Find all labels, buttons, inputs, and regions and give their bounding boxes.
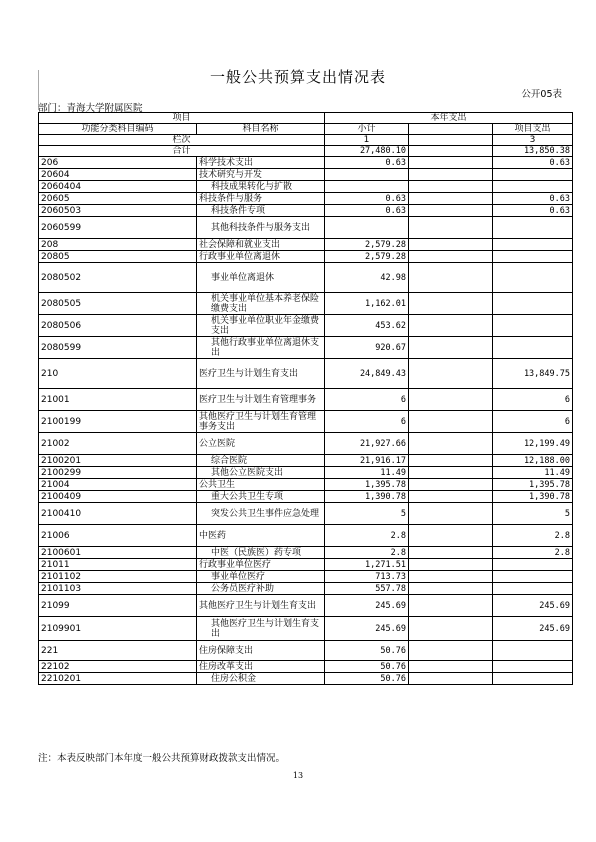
- row-code: 2210201: [39, 673, 197, 685]
- row-project: 2.8: [493, 547, 573, 559]
- table-row: [39, 239, 573, 251]
- row-code: 208: [39, 239, 197, 251]
- row-code: 2100601: [39, 547, 197, 559]
- row-subject-name: 住房公积金: [197, 673, 325, 685]
- row-code: 20604: [39, 169, 197, 181]
- table-row: [39, 547, 573, 559]
- row-project: 12,199.49: [493, 433, 573, 455]
- table-row: [39, 263, 573, 293]
- row-subtotal: 42.98: [325, 263, 409, 293]
- row-subject-name: 其他医疗卫生与计划生育支出: [197, 595, 325, 617]
- row-subject-name: 突发公共卫生事件应急处理: [197, 503, 325, 525]
- row-subject-name: 技术研究与开发: [197, 169, 325, 181]
- total-project: 13,850.38: [493, 146, 573, 157]
- row-project: 1,395.78: [493, 479, 573, 491]
- row-subtotal: 2.8: [325, 547, 409, 559]
- row-project: [493, 239, 573, 251]
- row-basic: [409, 157, 493, 169]
- header-subject-name: 科目名称: [197, 124, 325, 135]
- table-note: 注：本表反映部门本年度一般公共预算财政拨款支出情况。: [38, 753, 286, 764]
- row-subject-name: 其他公立医院支出: [197, 467, 325, 479]
- row-project: 1,390.78: [493, 491, 573, 503]
- row-basic: [409, 547, 493, 559]
- row-subject-name: 其他行政事业单位离退休支出: [197, 337, 325, 359]
- row-code: 2080506: [39, 315, 197, 337]
- row-project: [493, 217, 573, 239]
- row-basic: [409, 337, 493, 359]
- header-col2: [409, 135, 493, 146]
- department-label: 部门：青海大学附属医院: [38, 103, 143, 114]
- row-code: 2080502: [39, 263, 197, 293]
- row-basic: [409, 193, 493, 205]
- row-subject-name: 事业单位离退休: [197, 263, 325, 293]
- table-row: [39, 169, 573, 181]
- row-basic: [409, 503, 493, 525]
- row-project: [493, 337, 573, 359]
- table-row: [39, 293, 573, 315]
- row-subject-name: 行政事业单位医疗: [197, 559, 325, 571]
- row-subject-name: 事业单位医疗: [197, 571, 325, 583]
- row-code: 20805: [39, 251, 197, 263]
- row-project: 6: [493, 411, 573, 433]
- row-subtotal: 2.8: [325, 525, 409, 547]
- table-row: [39, 583, 573, 595]
- row-project: 245.69: [493, 617, 573, 641]
- row-basic: [409, 595, 493, 617]
- row-code: 2080505: [39, 293, 197, 315]
- header-item: 项目: [39, 113, 325, 124]
- table-row: [39, 503, 573, 525]
- row-basic: [409, 641, 493, 661]
- row-subtotal: 557.78: [325, 583, 409, 595]
- table-row: [39, 337, 573, 359]
- row-basic: [409, 359, 493, 389]
- row-code: 2101102: [39, 571, 197, 583]
- row-subtotal: 1,395.78: [325, 479, 409, 491]
- row-basic: [409, 661, 493, 673]
- row-project: [493, 571, 573, 583]
- row-project: [493, 169, 573, 181]
- row-subject-name: 行政事业单位离退休: [197, 251, 325, 263]
- header-row-2: [39, 124, 573, 135]
- page-number: 13: [292, 771, 304, 780]
- form-code: 公开05表: [521, 89, 562, 100]
- row-subtotal: [325, 169, 409, 181]
- row-basic: [409, 583, 493, 595]
- row-subtotal: 920.67: [325, 337, 409, 359]
- row-project: [493, 661, 573, 673]
- row-basic: [409, 491, 493, 503]
- total-label: 合计: [39, 146, 325, 157]
- expenditure-table: [38, 112, 573, 685]
- row-subtotal: 1,390.78: [325, 491, 409, 503]
- row-basic: [409, 181, 493, 193]
- header-row-1: [39, 113, 573, 124]
- row-code: 21002: [39, 433, 197, 455]
- row-code: 2060404: [39, 181, 197, 193]
- row-code: 21011: [39, 559, 197, 571]
- row-code: 20605: [39, 193, 197, 205]
- row-basic: [409, 169, 493, 181]
- table-row: [39, 455, 573, 467]
- table-row: [39, 217, 573, 239]
- table-row: [39, 411, 573, 433]
- row-project: [493, 251, 573, 263]
- row-subtotal: [325, 217, 409, 239]
- row-code: 2100409: [39, 491, 197, 503]
- row-project: 6: [493, 389, 573, 411]
- row-basic: [409, 559, 493, 571]
- row-subtotal: 21,927.66: [325, 433, 409, 455]
- table-row: [39, 359, 573, 389]
- row-project: [493, 181, 573, 193]
- row-basic: [409, 263, 493, 293]
- table-row: [39, 433, 573, 455]
- row-project: [493, 315, 573, 337]
- row-subject-name: 重大公共卫生专项: [197, 491, 325, 503]
- row-subject-name: 中医（民族医）药专项: [197, 547, 325, 559]
- row-project: [493, 641, 573, 661]
- table-row: [39, 181, 573, 193]
- row-subtotal: 5: [325, 503, 409, 525]
- row-subject-name: 其他医疗卫生与计划生育管理事务支出: [197, 411, 325, 433]
- row-code: 2060599: [39, 217, 197, 239]
- row-subject-name: 医疗卫生与计划生育管理事务: [197, 389, 325, 411]
- row-subject-name: 公立医院: [197, 433, 325, 455]
- row-basic: [409, 315, 493, 337]
- row-project: 5: [493, 503, 573, 525]
- row-code: 2109901: [39, 617, 197, 641]
- page-title: 一般公共预算支出情况表: [209, 68, 386, 86]
- row-subtotal: 6: [325, 411, 409, 433]
- row-subject-name: 住房改革支出: [197, 661, 325, 673]
- row-basic: [409, 467, 493, 479]
- row-subtotal: 24,849.43: [325, 359, 409, 389]
- row-subtotal: 0.63: [325, 205, 409, 217]
- total-subtotal: 27,480.10: [325, 146, 409, 157]
- row-basic: [409, 571, 493, 583]
- row-subtotal: 245.69: [325, 617, 409, 641]
- row-subtotal: 50.76: [325, 661, 409, 673]
- table-row: [39, 641, 573, 661]
- row-subject-name: 其他医疗卫生与计划生育支出: [197, 617, 325, 641]
- table-row: [39, 571, 573, 583]
- table-row: [39, 673, 573, 685]
- row-basic: [409, 525, 493, 547]
- row-project: [493, 263, 573, 293]
- row-subtotal: 0.63: [325, 193, 409, 205]
- row-subtotal: 50.76: [325, 673, 409, 685]
- row-subject-name: 机关事业单位基本养老保险缴费支出: [197, 293, 325, 315]
- header-current-year: 本年支出: [325, 113, 573, 124]
- row-basic: [409, 217, 493, 239]
- row-subject-name: 公务员医疗补助: [197, 583, 325, 595]
- row-basic: [409, 617, 493, 641]
- row-code: 221: [39, 641, 197, 661]
- row-code: 2101103: [39, 583, 197, 595]
- row-code: 2100201: [39, 455, 197, 467]
- row-subject-name: 中医药: [197, 525, 325, 547]
- row-basic: [409, 205, 493, 217]
- table-row: [39, 617, 573, 641]
- table-row: [39, 559, 573, 571]
- row-subject-name: 其他科技条件与服务支出: [197, 217, 325, 239]
- header-project: 项目支出: [493, 124, 573, 135]
- row-subtotal: 453.62: [325, 315, 409, 337]
- row-subtotal: 21,916.17: [325, 455, 409, 467]
- row-subtotal: 11.49: [325, 467, 409, 479]
- row-project: 13,849.75: [493, 359, 573, 389]
- row-basic: [409, 389, 493, 411]
- table-row: [39, 251, 573, 263]
- row-basic: [409, 293, 493, 315]
- row-basic: [409, 411, 493, 433]
- row-code: 2080599: [39, 337, 197, 359]
- table-row: [39, 525, 573, 547]
- row-code: 21006: [39, 525, 197, 547]
- table-row: [39, 315, 573, 337]
- row-code: 2100299: [39, 467, 197, 479]
- row-basic: [409, 455, 493, 467]
- header-row-3: [39, 135, 573, 146]
- header-subtotal: 小计: [325, 124, 409, 135]
- row-project: [493, 293, 573, 315]
- row-subject-name: 医疗卫生与计划生育支出: [197, 359, 325, 389]
- row-subject-name: 公共卫生: [197, 479, 325, 491]
- header-col-label: 栏次: [39, 135, 325, 146]
- row-subtotal: 245.69: [325, 595, 409, 617]
- row-code: 21099: [39, 595, 197, 617]
- row-subject-name: 科学技术支出: [197, 157, 325, 169]
- table-row: [39, 193, 573, 205]
- row-subject-name: 科技条件与服务: [197, 193, 325, 205]
- table-row: [39, 479, 573, 491]
- total-row: [39, 146, 573, 157]
- row-project: 0.63: [493, 157, 573, 169]
- row-basic: [409, 239, 493, 251]
- row-subtotal: 713.73: [325, 571, 409, 583]
- row-subtotal: 6: [325, 389, 409, 411]
- row-basic: [409, 673, 493, 685]
- row-project: [493, 673, 573, 685]
- row-project: [493, 559, 573, 571]
- row-project: 12,188.00: [493, 455, 573, 467]
- total-basic: [409, 146, 493, 157]
- row-code: 2100199: [39, 411, 197, 433]
- table-row: [39, 595, 573, 617]
- row-basic: [409, 251, 493, 263]
- row-code: 2060503: [39, 205, 197, 217]
- table-row: [39, 491, 573, 503]
- row-subject-name: 住房保障支出: [197, 641, 325, 661]
- row-code: 21004: [39, 479, 197, 491]
- table-row: [39, 661, 573, 673]
- table-row: [39, 205, 573, 217]
- row-code: 210: [39, 359, 197, 389]
- row-subject-name: 机关事业单位职业年金缴费支出: [197, 315, 325, 337]
- row-code: 206: [39, 157, 197, 169]
- header-col3: 3: [493, 135, 573, 146]
- header-col1: 1: [325, 135, 409, 146]
- table-row: [39, 389, 573, 411]
- row-project: 2.8: [493, 525, 573, 547]
- row-subtotal: 2,579.28: [325, 239, 409, 251]
- row-project: [493, 583, 573, 595]
- header-basic: [409, 124, 493, 135]
- row-code: 21001: [39, 389, 197, 411]
- row-project: 11.49: [493, 467, 573, 479]
- row-subtotal: [325, 181, 409, 193]
- row-project: 0.63: [493, 205, 573, 217]
- row-code: 22102: [39, 661, 197, 673]
- table-row: [39, 467, 573, 479]
- row-subject-name: 科技成果转化与扩散: [197, 181, 325, 193]
- row-subject-name: 综合医院: [197, 455, 325, 467]
- row-subtotal: 0.63: [325, 157, 409, 169]
- header-func-code: 功能分类科目编码: [39, 124, 197, 135]
- row-project: 245.69: [493, 595, 573, 617]
- row-code: 2100410: [39, 503, 197, 525]
- row-project: 0.63: [493, 193, 573, 205]
- row-subtotal: 2,579.28: [325, 251, 409, 263]
- row-basic: [409, 433, 493, 455]
- row-subtotal: 1,162.01: [325, 293, 409, 315]
- row-subject-name: 社会保障和就业支出: [197, 239, 325, 251]
- row-basic: [409, 479, 493, 491]
- row-subtotal: 1,271.51: [325, 559, 409, 571]
- row-subject-name: 科技条件专项: [197, 205, 325, 217]
- table-row: [39, 157, 573, 169]
- row-subtotal: 50.76: [325, 641, 409, 661]
